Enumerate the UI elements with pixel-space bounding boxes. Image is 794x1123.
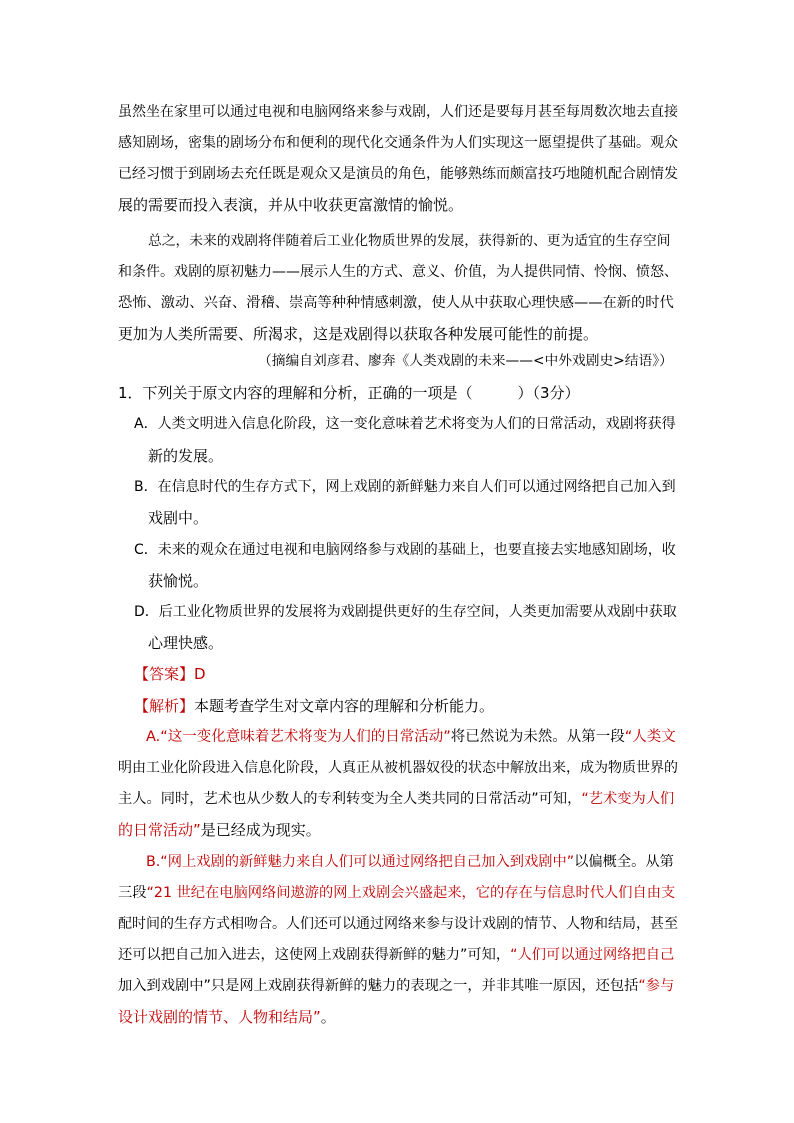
analysis-b-quote: B.“网上戏剧的新鲜魅力来自人们可以通过网络把自己加入到戏剧中”	[146, 854, 575, 870]
analysis-b-line: 配时间的生存方式相吻合。人们还可以通过网络来参与设计戏剧的情节、人物和结局，甚至	[118, 916, 678, 932]
answer-row	[134, 664, 206, 684]
option-a-cont: 新的发展。	[148, 447, 224, 465]
answer-value: D	[194, 665, 206, 683]
passage-line: 和条件。戏剧的原初魅力——展示人生的方式、意义、价值，为人提供同情、怜悯、愤怒、	[118, 264, 678, 280]
analysis-a-line	[118, 820, 321, 840]
option-b: B．在信息时代的生存方式下，网上戏剧的新鲜魅力来自人们可以通过网络把自己加入到	[134, 479, 676, 495]
passage-line: 总之，未来的戏剧将伴随着后工业化物质世界的发展，获得新的、更为适宜的生存空间	[148, 233, 671, 249]
analysis-row	[134, 696, 494, 716]
analysis-intro: 本题考查学生对文章内容的理解和分析能力。	[194, 697, 495, 715]
option-d: D．后工业化物质世界的发展将为戏剧提供更好的生存空间，人类更加需要从戏剧中获取	[134, 604, 677, 620]
analysis-a-text: 主人。同时，艺术也从少数人的专利转变为全人类共同的日常活动”可知，	[118, 791, 582, 807]
source-citation: （摘编自刘彦君、廖奔《人类戏剧的未来——<中外戏剧史>结语》）	[258, 353, 673, 369]
answer-label: 【答案】	[134, 665, 195, 683]
analysis-b-line	[118, 1007, 336, 1027]
analysis-a-quote: A.“这一变化意味着艺术将变为人们的日常活动”	[146, 729, 451, 745]
analysis-a-line	[118, 789, 674, 809]
analysis-a-line	[146, 727, 676, 747]
analysis-b-line	[118, 945, 674, 965]
analysis-a-quote: “人类文	[624, 729, 676, 745]
option-d-cont: 心理快感。	[148, 634, 224, 652]
passage-line: 展的需要而投入表演，并从中收获更富激情的愉悦。	[118, 196, 464, 214]
passage-line: 恐怖、激动、兴奋、滑稽、崇高等种种情感刺激，使人从中获取心理快感——在新的时代	[118, 295, 674, 311]
passage-line: 更加为人类所需要、所渴求，这是戏剧得以获取各种发展可能性的前提。	[118, 325, 599, 343]
analysis-b-text: 三段	[118, 885, 147, 901]
analysis-b-quote: 设计戏剧的情节、人物和结局”	[118, 1008, 321, 1026]
option-a: A．人类文明进入信息化阶段，这一变化意味着艺术将变为人们的日常活动，戏剧将获得	[134, 416, 676, 432]
analysis-a-line: 明由工业化阶段进入信息化阶段，人真正从被机器奴役的状态中解放出来，成为物质世界的	[118, 760, 678, 776]
analysis-a-text: 是已经成为现实。	[200, 821, 321, 839]
analysis-b-text: 加入到戏剧中”只是网上戏剧获得新鲜的魅力的表现之一，并非其唯一原因，还包括	[118, 978, 639, 994]
analysis-b-quote: “人们可以通过网络把自己	[510, 947, 675, 963]
passage-line: 感知剧场，密集的剧场分布和便利的现代化交通条件为人们实现这一愿望提供了基础。观众	[118, 135, 678, 151]
analysis-b-quote: “21 世纪在电脑网络间遨游的网上戏剧会兴盛起来，它的存在与信息时代人们自由支	[146, 885, 676, 901]
passage-line: 已经习惯于到剧场去充任既是观众又是演员的角色，能够熟练而颇富技巧地随机配合剧情发	[118, 166, 678, 182]
question-stem: 1．下列关于原文内容的理解和分析，正确的一项是（ ）（3分）	[118, 384, 580, 402]
analysis-label: 【解析】	[134, 697, 195, 715]
option-b-cont: 戏剧中。	[148, 509, 209, 527]
analysis-b-text: 。	[320, 1008, 336, 1026]
analysis-b-line	[118, 976, 674, 996]
option-c: C．未来的观众在通过电视和电脑网络参与戏剧的基础上，也要直接去实地感知剧场，收	[134, 542, 676, 558]
analysis-a-quote: 的日常活动”	[118, 821, 201, 839]
analysis-b-text: 以偏概全。从第	[574, 854, 674, 870]
analysis-a-text: 将已然说为未然。从第一段	[450, 729, 625, 745]
analysis-b-line	[118, 883, 675, 903]
analysis-a-quote: “艺术变为人们	[581, 791, 675, 807]
analysis-b-text: 还可以把自己加入进去，这使网上戏剧获得新鲜的魅力”可知，	[118, 947, 511, 963]
passage-line: 虽然坐在家里可以通过电视和电脑网络来参与戏剧，人们还是要每月甚至每周数次地去直接	[118, 104, 678, 120]
analysis-b-line	[146, 852, 674, 872]
option-c-cont: 获愉悦。	[148, 572, 209, 590]
analysis-b-quote: “参与	[638, 978, 675, 994]
